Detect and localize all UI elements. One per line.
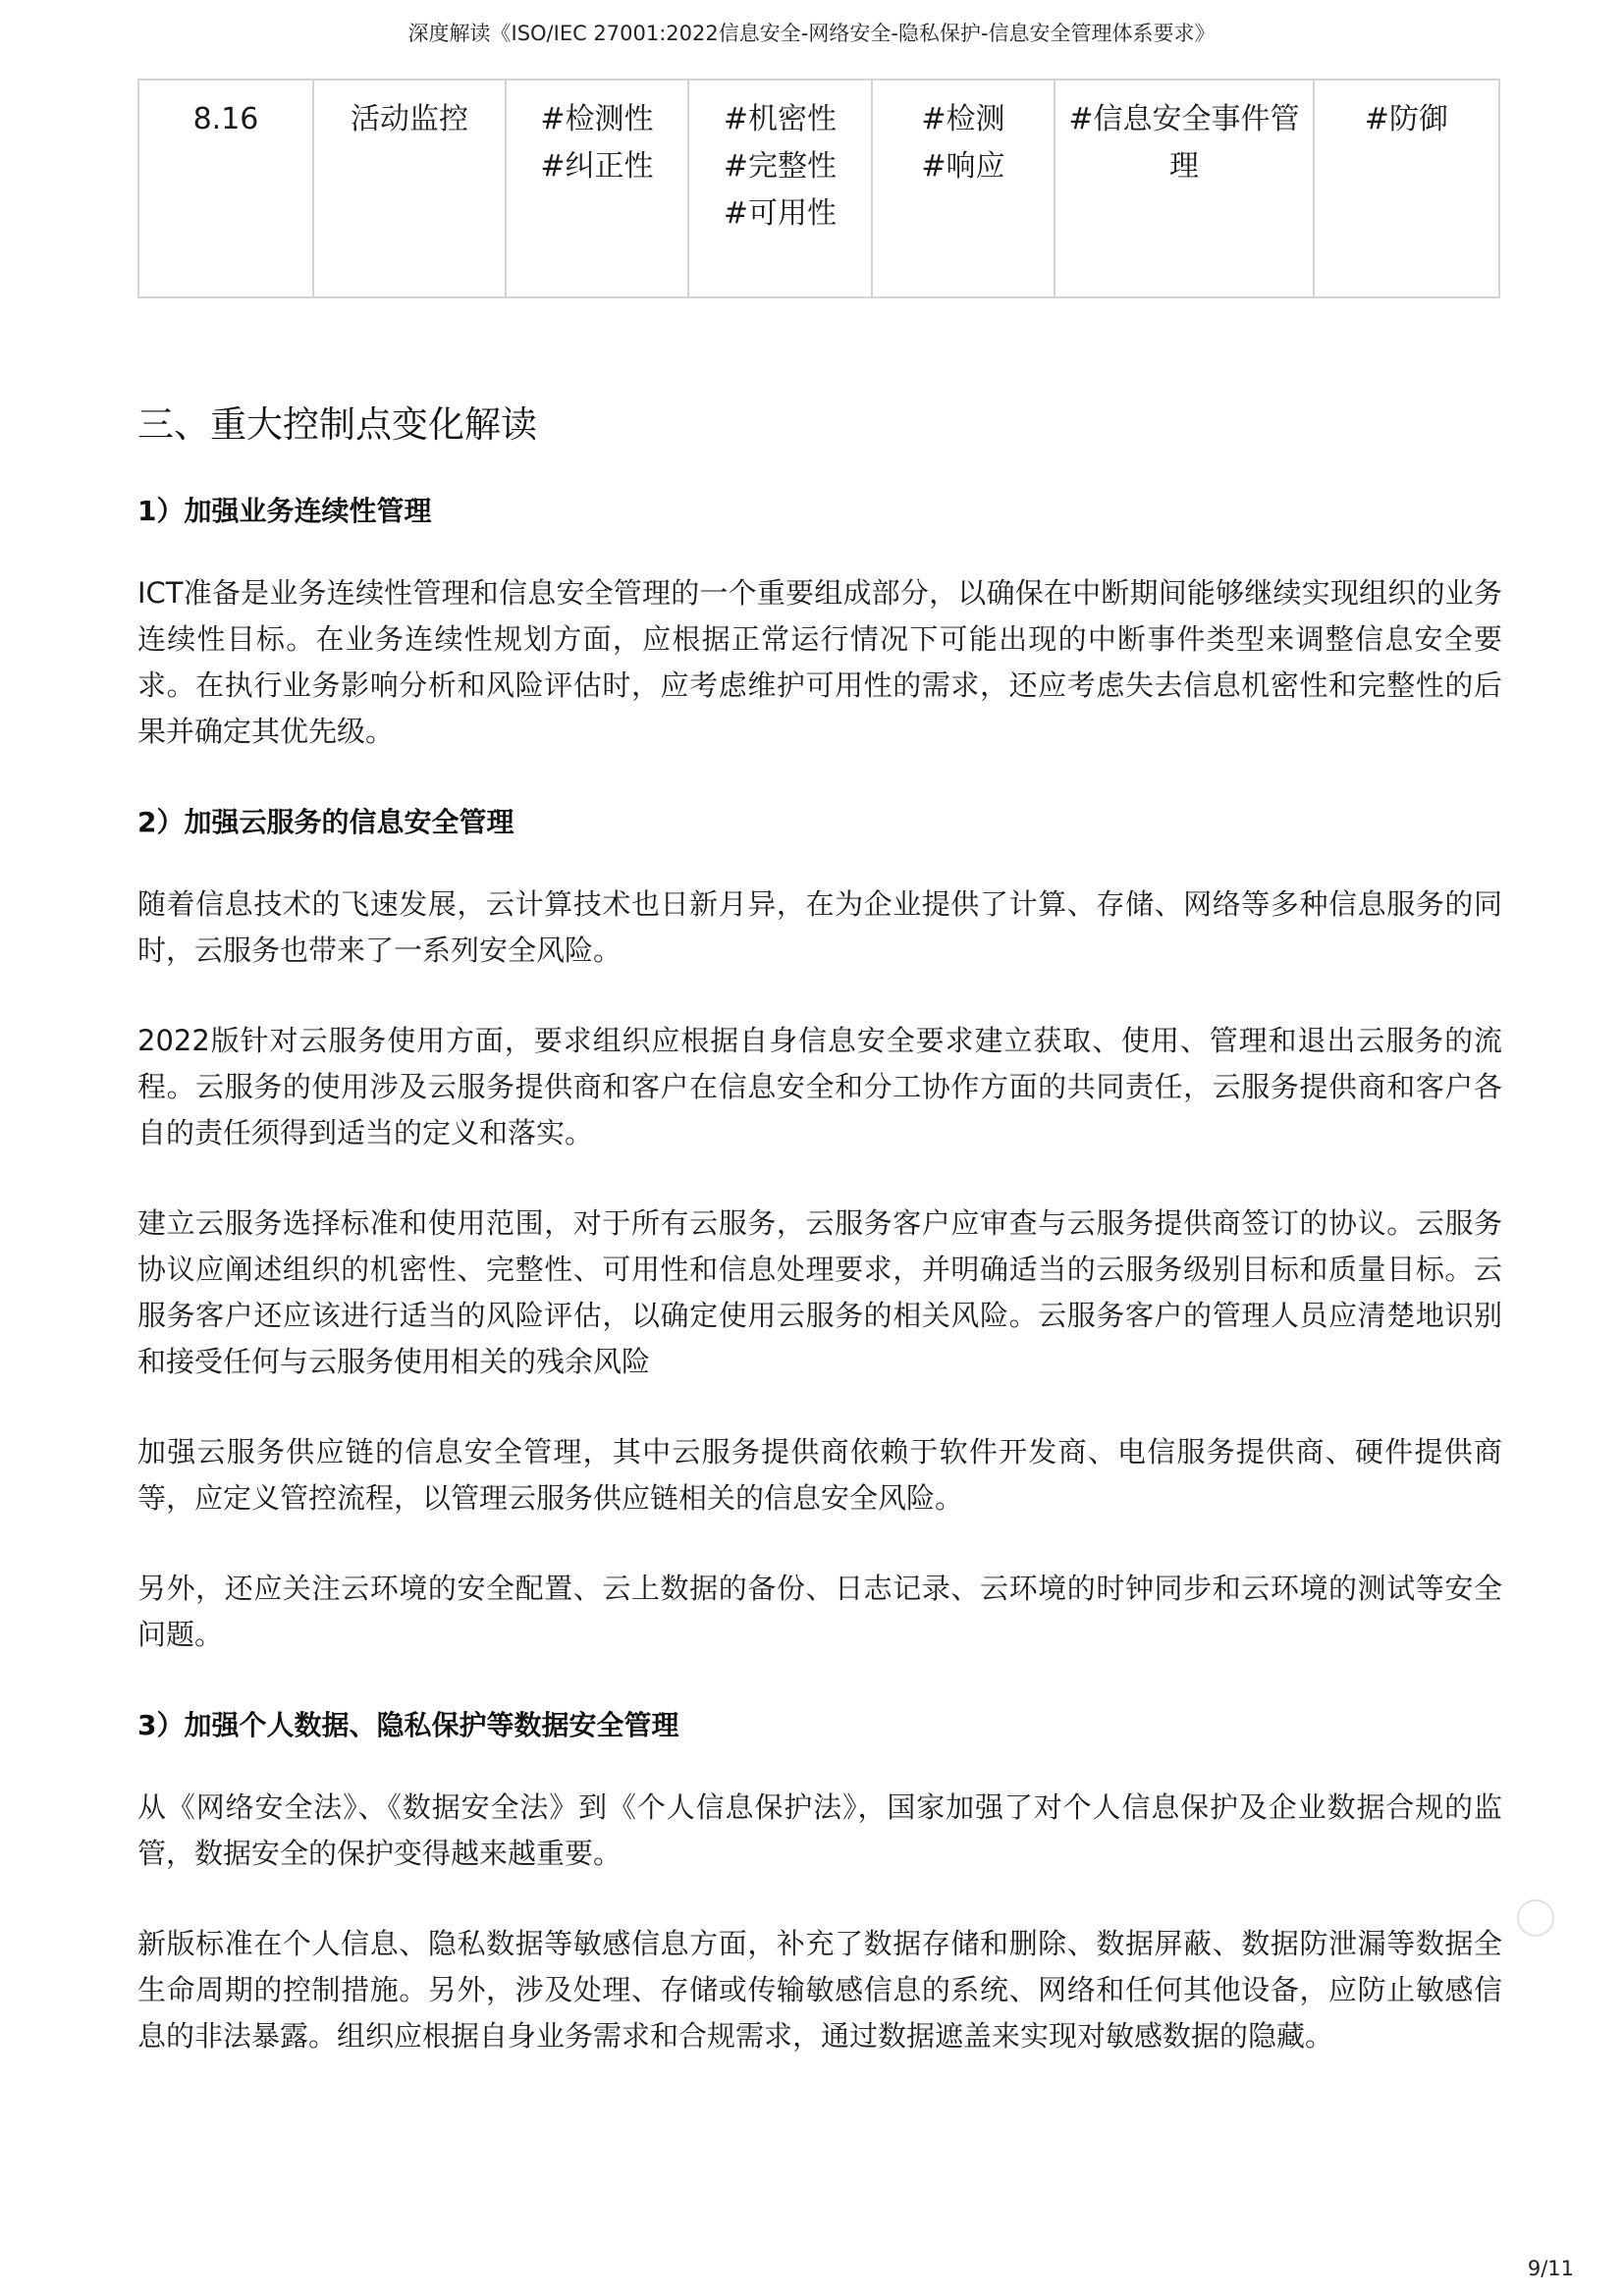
paragraph: 另外，还应关注云环境的安全配置、云上数据的备份、日志记录、云环境的时钟同步和云环境的测试等安全问题。 <box>137 1572 1502 1651</box>
paragraph: ICT准备是业务连续性管理和信息安全管理的一个重要组成部分，以确保在中断期间能够继续实现组织的业务连续性目标。在业务连续性规划方面，应根据正常运行情况下可能出现的中断事件类型来调整信息安全要求。在执行业务影响分析和风险评估时，应考虑维护可用性的需求，还应考虑失去信息机密性和完整性的后果并确定其优先级。 <box>137 576 1502 748</box>
paragraph: 2022版针对云服务使用方面，要求组织应根据自身信息安全要求建立获取、使用、管理和退出云服务的流程。云服务的使用涉及云服务提供商和客户在信息安全和分工协作方面的共同责任，云服务提供商和客户各自的责任须得到适当的定义和落实。 <box>137 1024 1502 1149</box>
paragraph: 建立云服务选择标准和使用范围，对于所有云服务，云服务客户应审查与云服务提供商签订的协议。云服务协议应阐述组织的机密性、完整性、可用性和信息处理要求，并明确适当的云服务级别目标和质量目标。云服务客户还应该进行适当的风险评估，以确定使用云服务的相关风险。云服务客户的管理人员应清楚地识别和接受任何与云服务使用相关的残余风险 <box>137 1206 1502 1378</box>
paragraph: 从《网络安全法》、《数据安全法》到《个人信息保护法》，国家加强了对个人信息保护及企业数据合规的监管，数据安全的保护变得越来越重要。 <box>137 1790 1502 1870</box>
paragraph: 随着信息技术的飞速发展，云计算技术也日新月异，在为企业提供了计算、存储、网络等多种信息服务的同时，云服务也带来了一系列安全风险。 <box>137 887 1502 967</box>
section-title: 三、重大控制点变化解读 <box>137 403 537 446</box>
subheading-data-privacy: 3）加强个人数据、隐私保护等数据安全管理 <box>137 1709 679 1741</box>
cell-cybersecurity-concepts: #检测 #响应 <box>872 80 1055 297</box>
cell-control-type: #检测性 #纠正性 <box>506 80 688 297</box>
cell-security-domains: #防御 <box>1314 80 1499 297</box>
page-number: 9/11 <box>1527 2257 1574 2280</box>
cell-control-id: 8.16 <box>138 80 313 297</box>
table-row <box>138 80 1499 297</box>
paragraph: 加强云服务供应链的信息安全管理，其中云服务提供商依赖于软件开发商、电信服务提供商、硬件提供商等，应定义管控流程，以管理云服务供应链相关的信息安全风险。 <box>137 1435 1502 1515</box>
subheading-cloud-security: 2）加强云服务的信息安全管理 <box>137 806 514 838</box>
control-table <box>137 79 1500 298</box>
document-body <box>137 398 1502 2104</box>
cell-control-name: 活动监控 <box>313 80 506 297</box>
cell-security-properties: #机密性 #完整性 #可用性 <box>688 80 872 297</box>
floating-circle-button[interactable] <box>1517 1899 1554 1937</box>
subheading-business-continuity: 1）加强业务连续性管理 <box>137 495 432 527</box>
cell-operational-capabilities: #信息安全事件管 理 <box>1055 80 1314 297</box>
page-header-title: 深度解读《ISO/IEC 27001:2022信息安全-网络安全-隐私保护-信息安全管理体系要求》 <box>407 22 1216 45</box>
paragraph: 新版标准在个人信息、隐私数据等敏感信息方面，补充了数据存储和删除、数据屏蔽、数据防泄漏等数据全生命周期的控制措施。另外，涉及处理、存储或传输敏感信息的系统、网络和任何其他设备，应防止敏感信息的非法暴露。组织应根据自身业务需求和合规需求，通过数据遮盖来实现对敏感数据的隐藏。 <box>137 1927 1502 2053</box>
